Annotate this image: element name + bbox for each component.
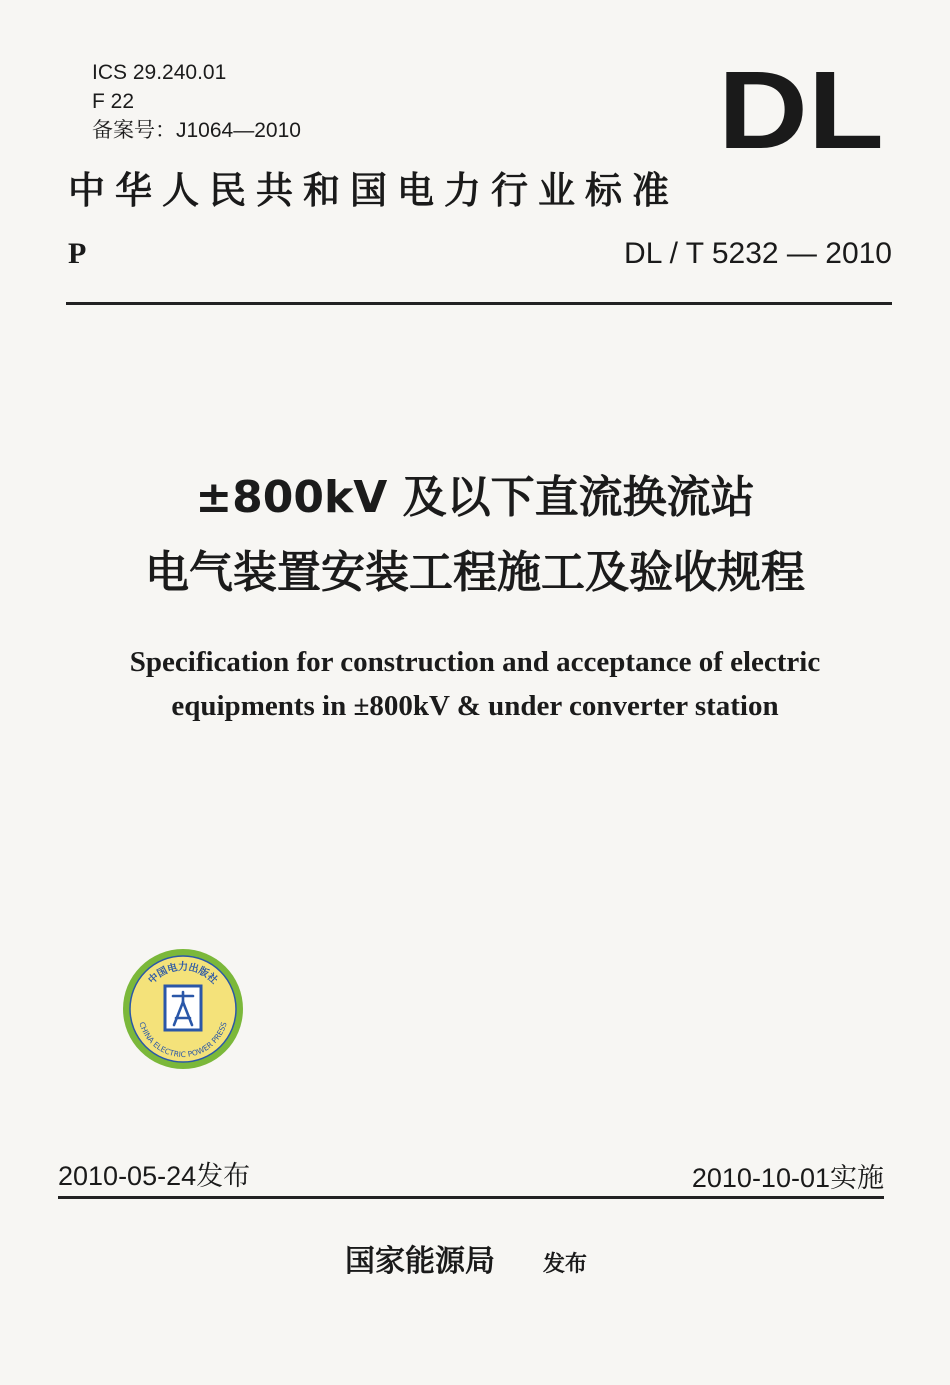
chinese-title-line-2: 电气装置安装工程施工及验收规程 — [145, 547, 805, 598]
bottom-divider — [58, 1196, 884, 1199]
publisher-suffix: 发布 — [543, 1252, 588, 1277]
standard-metadata — [92, 58, 301, 145]
publisher-seal-icon — [118, 946, 248, 1072]
publisher-name: 国家能源局 — [345, 1244, 495, 1279]
dl-logo — [718, 60, 884, 154]
record-number: 备案号：J1064—2010 — [92, 119, 301, 142]
chinese-title-line-1: ±800kV 及以下直流换流站 — [195, 472, 755, 523]
classification-code: F 22 — [92, 90, 135, 113]
category-code: P — [68, 237, 87, 270]
english-title-line-2: equipments in ±800kV & under converter station — [171, 690, 779, 722]
effective-date: 2010-10-01实施 — [691, 1163, 884, 1193]
seal-chinese-text: 中国电力出版社 — [146, 962, 220, 987]
seal-english-text: CHINA ELECTRIC POWER PRESS — [137, 1020, 229, 1060]
ics-code: ICS 29.240.01 — [92, 61, 227, 84]
standard-title: 中华人民共和国电力行业标准 — [68, 168, 679, 212]
top-divider — [66, 302, 892, 305]
issue-date: 2010-05-24发布 — [58, 1161, 251, 1191]
english-title-line-1: Specification for construction and acceptance of electric — [129, 646, 821, 678]
standard-code: DL / T 5232 — 2010 — [624, 237, 892, 270]
dl-logo-text: DL — [718, 60, 884, 154]
